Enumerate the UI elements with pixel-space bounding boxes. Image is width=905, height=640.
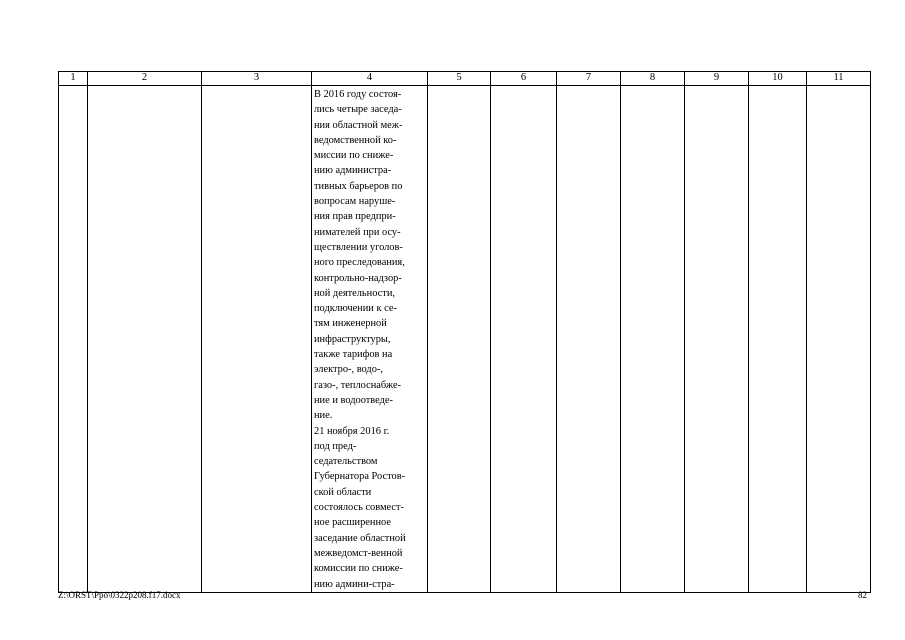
report-table xyxy=(58,71,871,593)
cell-text-line: газо-, теплоснабже- xyxy=(314,379,402,391)
table-cell-9 xyxy=(685,86,749,593)
cell-text-line: контрольно-надзор- xyxy=(314,272,402,284)
column-header-3: 3 xyxy=(202,72,312,86)
cell-text-line: нимателей при осу- xyxy=(314,226,401,238)
cell-text-line: Губернатора Ростов- xyxy=(314,471,406,483)
cell-text-line: миссии по сниже- xyxy=(314,150,394,162)
cell-text-line: тям инженерной xyxy=(314,318,387,330)
cell-text-line: 21 ноября 2016 г. xyxy=(314,425,390,437)
table-header-row xyxy=(59,72,871,86)
column-header-9: 9 xyxy=(685,72,749,86)
column-header-8: 8 xyxy=(621,72,685,86)
footer-page-number: 82 xyxy=(858,590,867,600)
cell-text-line: ния областной меж- xyxy=(314,119,403,131)
table-cell-3 xyxy=(202,86,312,593)
cell-text-line: седательством xyxy=(314,456,378,468)
table-cell-10 xyxy=(749,86,807,593)
table-cell-4 xyxy=(312,86,428,593)
cell-text-line: ного преследования, xyxy=(314,257,405,269)
cell-text-block xyxy=(312,86,427,592)
table-cell-8 xyxy=(621,86,685,593)
cell-text-line: ное расширенное xyxy=(314,517,391,529)
cell-text-line: подключении к се- xyxy=(314,303,397,315)
cell-text-line: нию администра- xyxy=(314,165,392,177)
cell-text-line: также тарифов на xyxy=(314,349,393,361)
column-header-1: 1 xyxy=(59,72,88,86)
cell-text-line: лись четыре заседа- xyxy=(314,104,402,116)
cell-text-line: ной деятельности, xyxy=(314,287,395,299)
cell-text-line: электро-, водо-, xyxy=(314,364,383,376)
cell-text-line: инфраструктуры, xyxy=(314,333,391,345)
footer-file-path: Z:\ORST\Ppo\0322p208.f17.docx xyxy=(58,590,181,600)
column-header-10: 10 xyxy=(749,72,807,86)
cell-text-line: ние. xyxy=(314,410,333,422)
cell-text-line: комиссии по сниже- xyxy=(314,563,403,575)
column-header-4: 4 xyxy=(312,72,428,86)
cell-text-line: тивных барьеров по xyxy=(314,180,403,192)
column-header-6: 6 xyxy=(491,72,557,86)
table-cell-7 xyxy=(557,86,621,593)
table-cell-6 xyxy=(491,86,557,593)
cell-text-line: состоялось совмест- xyxy=(314,502,405,514)
table-cell-2 xyxy=(88,86,202,593)
cell-text-line: под пред- xyxy=(314,440,357,452)
cell-text-line: В 2016 году состоя- xyxy=(314,89,402,100)
column-header-5: 5 xyxy=(428,72,491,86)
column-header-2: 2 xyxy=(88,72,202,86)
cell-text-line: ние и водоотведе- xyxy=(314,394,393,406)
column-header-7: 7 xyxy=(557,72,621,86)
cell-text-line: межведомст-венной xyxy=(314,547,403,559)
table-cell-5 xyxy=(428,86,491,593)
table-cell-11 xyxy=(807,86,871,593)
cell-text-line: ществлении уголов- xyxy=(314,241,403,253)
column-header-11: 11 xyxy=(807,72,871,86)
cell-text-line: заседание областной xyxy=(314,532,406,544)
cell-text-line: нию админи-стра- xyxy=(314,578,395,590)
cell-text-line: ния прав предпри- xyxy=(314,211,396,223)
table-row xyxy=(59,86,871,593)
table-cell-1 xyxy=(59,86,88,593)
cell-text-line: вопросам наруше- xyxy=(314,196,396,208)
cell-text-line: ведомственной ко- xyxy=(314,134,397,146)
cell-text-line: ской области xyxy=(314,486,372,498)
